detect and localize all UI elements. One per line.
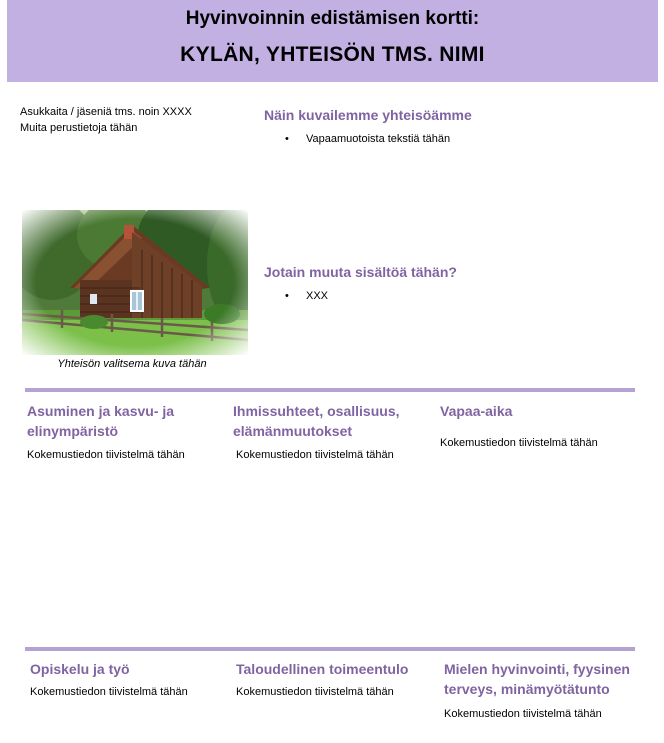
section-summary: Kokemustiedon tiivistelmä tähän	[440, 437, 598, 449]
section-heading: Mielen hyvinvointi, fyysinen terveys, minämyötätunto	[444, 661, 630, 697]
community-name: KYLÄN, YHTEISÖN TMS. NIMI	[180, 43, 485, 66]
photo-caption: Yhteisön valitsema kuva tähän	[57, 358, 207, 370]
section-divider	[25, 388, 635, 392]
card-title: Hyvinvoinnin edistämisen kortti:	[185, 8, 480, 29]
finance-section	[236, 659, 436, 700]
relationships-section	[233, 401, 433, 463]
section-heading: Vapaa-aika	[440, 403, 513, 419]
other-info-text: Muita perustietoja tähän	[20, 122, 138, 134]
section-summary: Kokemustiedon tiivistelmä tähän	[236, 449, 394, 461]
section-summary: Kokemustiedon tiivistelmä tähän	[30, 686, 188, 698]
study-work-section	[30, 659, 230, 700]
leisure-section	[440, 401, 640, 451]
section-heading: Ihmissuhteet, osallisuus, elämänmuutokset	[233, 403, 400, 439]
bullet-icon: •	[285, 133, 289, 145]
section-summary: Kokemustiedon tiivistelmä tähän	[236, 686, 394, 698]
section-summary: Kokemustiedon tiivistelmä tähän	[444, 708, 602, 720]
section-divider	[25, 647, 635, 651]
basic-info	[20, 104, 192, 136]
community-photo	[22, 210, 248, 355]
section-summary: Kokemustiedon tiivistelmä tähän	[27, 449, 185, 461]
describe-bullet-text: Vapaamuotoista tekstiä tähän	[306, 133, 451, 145]
wellbeing-section	[444, 659, 654, 722]
wooden-cabin-image	[22, 210, 248, 355]
section-heading: Asuminen ja kasvu- ja elinympäristö	[27, 403, 175, 439]
other-bullet-text: XXX	[306, 290, 329, 302]
living-environment-section	[27, 401, 227, 463]
section-heading: Opiskelu ja työ	[30, 661, 130, 677]
describe-heading: Näin kuvailemme yhteisöämme	[264, 107, 472, 123]
title-banner	[7, 0, 658, 82]
other-heading: Jotain muuta sisältöä tähän?	[264, 264, 457, 280]
section-heading: Taloudellinen toimeentulo	[236, 661, 409, 677]
bullet-icon: •	[285, 290, 289, 302]
residents-count-text: Asukkaita / jäseniä tms. noin XXXX	[20, 106, 192, 118]
